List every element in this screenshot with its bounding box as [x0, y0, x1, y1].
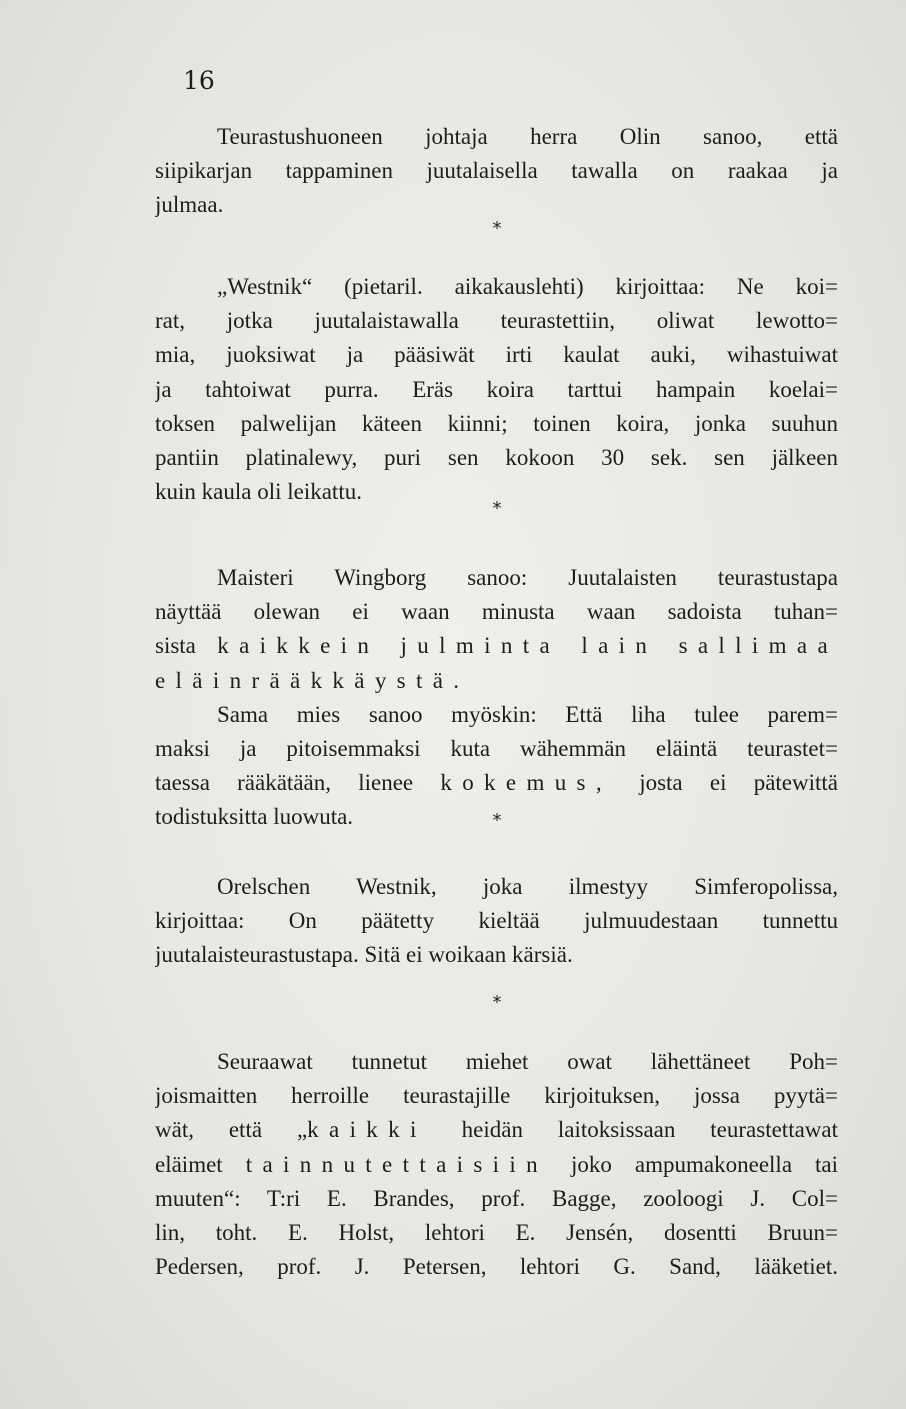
- text-segment: eläimet: [155, 1151, 223, 1177]
- text-line: lin, toht. E. Holst, lehtori E. Jensén, dosentti Bruun=: [155, 1219, 838, 1245]
- text-line: maksi ja pitoisemmaksi kuta wähemmän eläintä teurastet=: [155, 735, 838, 761]
- text-line: [155, 629, 838, 663]
- text-line: Sama mies sanoo myöskin: Että liha tulee parem=: [217, 701, 838, 727]
- text-line: juutalaisteurastustapa. Sitä ei woikaan kärsiä.: [155, 942, 573, 968]
- paragraph-1: [155, 120, 838, 223]
- text-line: muuten“: T:ri E. Brandes, prof. Bagge, zooloogi J. Col=: [155, 1185, 838, 1211]
- emphasized-word: eläinrääkkäystä.: [155, 667, 470, 693]
- text-line: Maisteri Wingborg sanoo: Juutalaisten teurastustapa: [217, 565, 838, 590]
- text-line: joismaitten herroille teurastajille kirjoituksen, jossa pyytä=: [155, 1083, 838, 1109]
- text-line: toksen palwelijan käteen kiinni; toinen koira, jonka suuhun: [155, 410, 838, 436]
- paragraph-2: [155, 270, 838, 509]
- text-line: Seuraawat tunnetut miehet owat lähettäneet Poh=: [217, 1049, 838, 1074]
- emphasized-word: julminta: [400, 633, 561, 659]
- text-segment: wät, että „: [155, 1117, 308, 1143]
- text-line: [155, 1113, 838, 1147]
- section-separator: *: [492, 218, 502, 239]
- paragraph-4: [155, 870, 838, 973]
- emphasized-word: sallimaa: [678, 633, 838, 659]
- section-separator: *: [492, 992, 502, 1013]
- emphasized-word: kaikkein: [217, 633, 380, 659]
- emphasized-word: kaikki: [307, 1117, 427, 1143]
- text-segment: heidän laitoksissaan teurastettawat: [461, 1117, 838, 1143]
- section-separator: *: [492, 810, 502, 831]
- emphasized-word: lain: [581, 633, 658, 659]
- text-line: „Westnik“ (pietaril. aikakauslehti) kirjoittaa: Ne koi=: [217, 274, 838, 299]
- text-line: Teurastushuoneen johtaja herra Olin sanoo, että: [217, 124, 838, 149]
- text-line: mia, juoksiwat ja pääsiwät irti kaulat auki, wihastuiwat: [155, 342, 838, 368]
- text-segment: josta ei pätewittä: [639, 770, 838, 796]
- text-line: [155, 664, 838, 698]
- text-line: todistuksitta luowuta.: [155, 804, 354, 830]
- emphasized-word: tainnutettaisiin: [245, 1151, 549, 1177]
- text-line: kuin kaula oli leikattu.: [155, 479, 362, 505]
- text-line: Pedersen, prof. J. Petersen, lehtori G. Sand, lääketiet.: [155, 1254, 838, 1280]
- text-segment: taessa rääkätään, lienee: [155, 770, 414, 796]
- text-line: [155, 1148, 838, 1182]
- text-line: [155, 766, 838, 800]
- text-line: ja tahtoiwat purra. Eräs koira tarttui hampain koelai=: [155, 376, 838, 402]
- text-segment: joko ampumakoneella tai: [571, 1151, 838, 1177]
- text-line: rat, jotka juutalaistawalla teurastettiin, oliwat lewotto=: [155, 308, 838, 334]
- paragraph-5: [155, 1045, 838, 1284]
- paragraph-3: [155, 561, 838, 835]
- text-line: Orelschen Westnik, joka ilmestyy Simferopolissa,: [217, 874, 838, 899]
- section-separator: *: [492, 498, 502, 519]
- text-word: sista: [155, 633, 196, 659]
- page-number: 16: [183, 66, 215, 95]
- text-line: julmaa.: [155, 192, 224, 218]
- text-line: siipikarjan tappaminen juutalaisella tawalla on raakaa ja: [155, 158, 838, 184]
- text-line: kirjoittaa: On päätetty kieltää julmuudestaan tunnettu: [155, 908, 838, 934]
- emphasized-word: kokemus,: [440, 770, 612, 796]
- text-line: pantiin platinalewy, puri sen kokoon 30 sek. sen jälkeen: [155, 444, 838, 470]
- text-line: näyttää olewan ei waan minusta waan sadoista tuhan=: [155, 599, 838, 625]
